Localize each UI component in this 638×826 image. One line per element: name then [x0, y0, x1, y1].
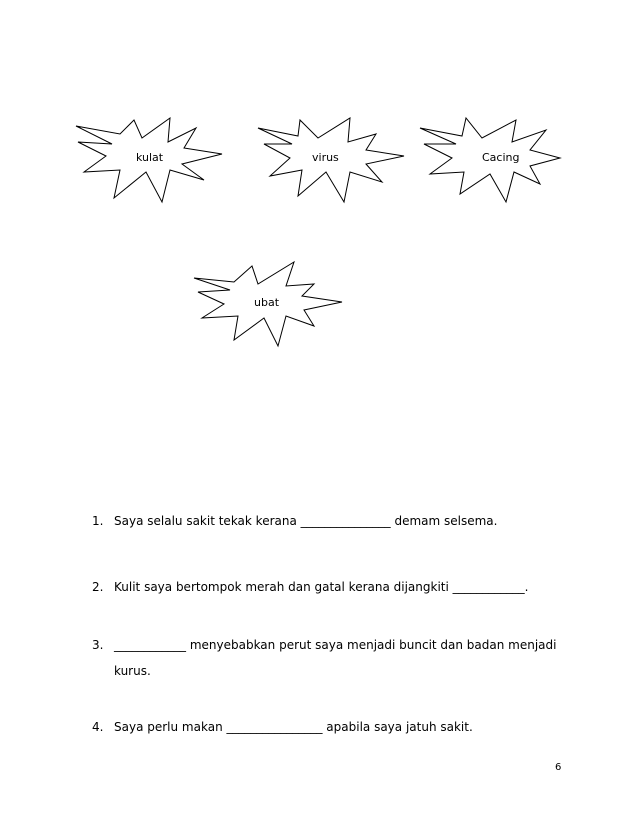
page-number: 6	[555, 762, 562, 773]
question-text: ____________ menyebabkan perut saya menjadi buncit dan badan menjadi kurus.	[114, 638, 557, 678]
question-number: 2.	[92, 580, 104, 594]
word-label-ubat: ubat	[254, 296, 280, 309]
question-2	[92, 574, 572, 600]
word-label-virus: virus	[312, 151, 339, 164]
word-burst-virus	[258, 118, 408, 202]
question-number: 1.	[92, 514, 104, 528]
question-text: Saya selalu sakit tekak kerana _______________ demam selsema.	[114, 514, 498, 528]
word-burst-kulat	[76, 118, 226, 202]
question-text: Saya perlu makan ________________ apabila saya jatuh sakit.	[114, 720, 473, 734]
question-text: Kulit saya bertompok merah dan gatal kerana dijangkiti ____________.	[114, 580, 529, 594]
question-4	[92, 714, 572, 740]
question-number: 4.	[92, 720, 104, 734]
word-label-kulat: kulat	[136, 151, 164, 164]
word-label-cacing: Cacing	[482, 151, 520, 164]
question-number: 3.	[92, 638, 104, 652]
word-burst-cacing	[420, 118, 570, 202]
question-1	[92, 508, 572, 534]
word-burst-ubat	[194, 262, 344, 346]
question-3	[92, 632, 572, 684]
